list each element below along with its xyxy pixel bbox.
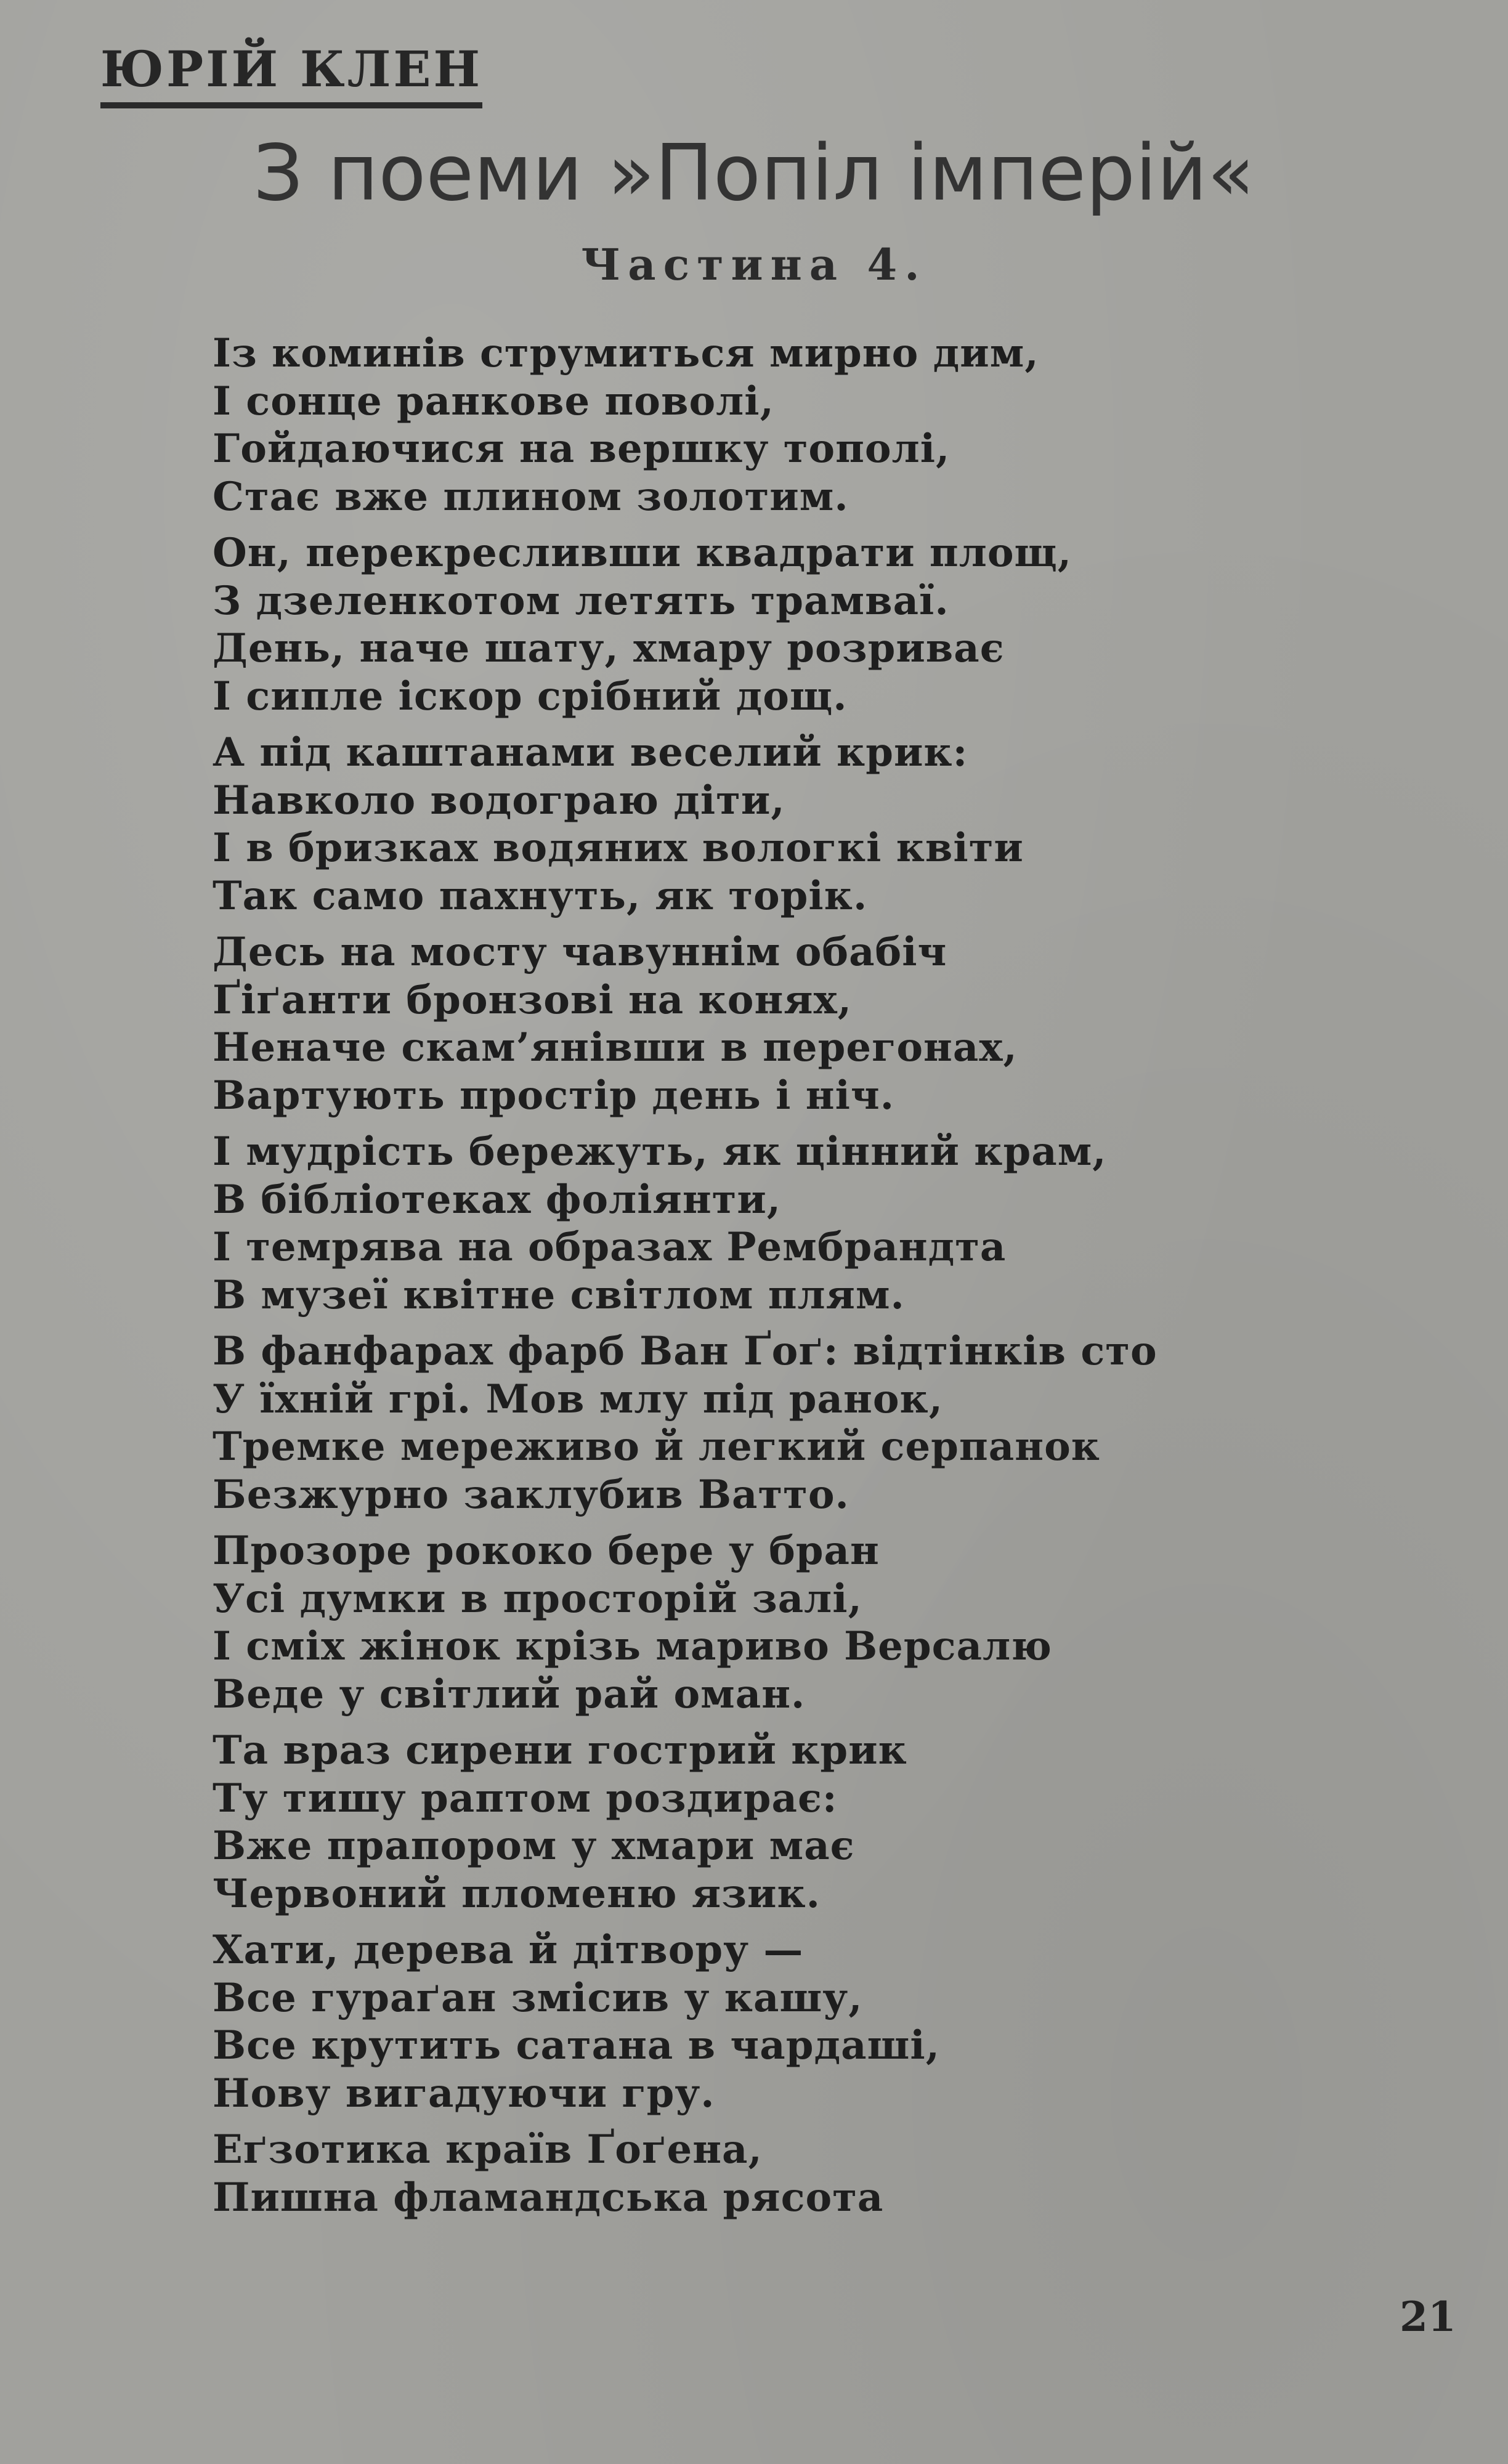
verse-line: Безжурно заклубив Ватто. (213, 1471, 849, 1518)
verse-line: З дзеленкотом летять трамваї. (213, 577, 949, 624)
verse-line: Усі думки в просторій залі, (213, 1575, 862, 1622)
verse-line: А під каштанами веселий крик: (213, 729, 968, 776)
verse-line: День, наче шату, хмару розриває (213, 625, 1005, 671)
verse-line: І сонце ранкове поволі, (213, 378, 774, 424)
verse-line: Неначе скам’янівши в перегонах, (213, 1024, 1018, 1071)
poem-title: З поеми »Попіл імперій« (253, 128, 1255, 218)
verse-line: Ґіґанти бронзові на конях, (213, 976, 852, 1023)
verse-line: Вже прапором у хмари має (213, 1823, 855, 1869)
verse-line: Хати, дерева й дітвору — (213, 1927, 804, 1973)
verse-line: Червоний пломеню язик. (213, 1870, 821, 1917)
verse-line: Десь на мосту чавуннім обабіч (213, 929, 947, 975)
verse-line: І мудрість бережуть, як цінний крам, (213, 1129, 1107, 1175)
verse-line: В фанфарах фарб Ван Ґоґ: відтінків сто (213, 1328, 1157, 1374)
verse-line: І сміх жінок крізь мариво Версалю (213, 1623, 1052, 1669)
verse-line: У їхній грі. Мов млу під ранок, (213, 1376, 944, 1422)
running-header-author: ЮРІЙ КЛЕН (100, 44, 482, 108)
verse-line: Та враз сирени гострий крик (213, 1727, 907, 1773)
stanza (213, 529, 1432, 720)
verse-line: Із коминів струмиться мирно дим, (213, 330, 1039, 376)
part-label: Частина 4. (581, 239, 927, 290)
verse-line: Прозоре рококо бере у бран (213, 1528, 880, 1574)
verse-line: Так само пахнуть, як торік. (213, 872, 868, 919)
stanza (213, 729, 1432, 920)
verse-line: Пишна фламандська рясота (213, 2174, 884, 2221)
verse-line: Тремке мереживо й легкий серпанок (213, 1424, 1100, 1470)
stanza (213, 1527, 1432, 1718)
verse-line: І сипле іскор срібний дощ. (213, 673, 848, 719)
verse-line: В музеї квітне світлом плям. (213, 1271, 905, 1318)
verse-line: Веде у світлий рай оман. (213, 1671, 806, 1717)
verse-line: Вартують простір день і ніч. (213, 1072, 894, 1119)
verse-line: В бібліотеках фоліянти, (213, 1176, 782, 1223)
verse-line: Нову вигадуючи гру. (213, 2070, 715, 2117)
stanza (213, 1727, 1432, 1918)
stanza (213, 2126, 1432, 2221)
verse-line: Навколо водограю діти, (213, 777, 785, 824)
verse-line: Стає вже плином золотим. (213, 473, 849, 520)
verse-line: І в бризках водяних вологкі квіти (213, 825, 1024, 871)
stanza (213, 1926, 1432, 2117)
verse-line: Еґзотика країв Ґоґена, (213, 2126, 763, 2173)
stanza (213, 928, 1432, 1119)
verse-line: Он, перекресливши квадрати площ, (213, 530, 1072, 576)
page-number: 21 (1400, 2293, 1456, 2341)
verse-line: Все крутить сатана в чардаші, (213, 2022, 940, 2069)
verse-line: Все гураґан змісив у кашу, (213, 1974, 863, 2021)
poem-body (213, 330, 1432, 2230)
stanza (213, 330, 1432, 521)
stanza (213, 1327, 1432, 1518)
stanza (213, 1128, 1432, 1319)
verse-line: Гойдаючися на вершку тополі, (213, 426, 951, 472)
verse-line: Ту тишу раптом роздирає: (213, 1775, 838, 1822)
verse-line: І темрява на образах Рембрандта (213, 1224, 1007, 1270)
